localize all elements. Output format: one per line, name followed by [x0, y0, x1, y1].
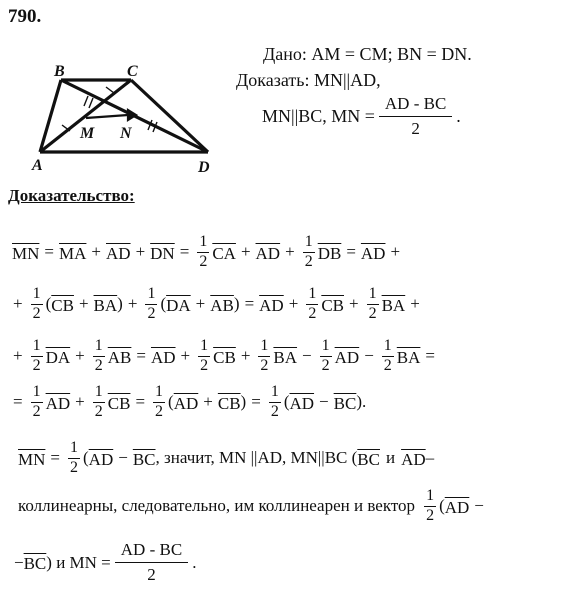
vec-db: $\overline{DB}$ — [317, 243, 342, 263]
equation-line-2: + $\frac{1}{2}$ ( $\overline{CB}$ + $\overline{BA}$ ) + $\frac{1}{2}$ ( $\overline{DA}$ + $\overline{AB}$ ) = $\overline{AD}$ + $\frac{1}{2}$ $\overline{CB}$ + $\frac{1}{2}$ $\overline{BA}$ + — [13, 285, 420, 322]
fraction-half: $\frac{1}{2}$ — [368, 285, 377, 322]
given-line-3-end: . — [456, 106, 461, 127]
vec-ad: $\overline{AD}$ — [106, 243, 131, 263]
vec-ad: $\overline{AD}$ — [173, 393, 199, 413]
fraction-half: $\frac{1}{2}$ — [32, 383, 41, 420]
vec-bc: $\overline{BC}$ — [333, 393, 357, 413]
vec-ab: $\overline{AB}$ — [107, 347, 132, 367]
given-line-3 — [262, 94, 461, 140]
vec-bc: $\overline{BC}$ — [23, 554, 47, 574]
final-frac-den: 2 — [147, 565, 156, 585]
vec-cb: $\overline{CB}$ — [321, 295, 344, 315]
vec-dn: $\overline{DN}$ — [150, 243, 175, 263]
fraction-half: $\frac{1}{2}$ — [304, 233, 313, 270]
vec-cb: $\overline{CB}$ — [217, 393, 241, 413]
vec-da: $\overline{DA}$ — [45, 347, 71, 367]
given-fraction — [379, 94, 452, 140]
fraction-half: $\frac{1}{2}$ — [383, 337, 392, 374]
vec-cb: $\overline{CB}$ — [107, 393, 131, 413]
given-line-2: Доказать: MN||AD, — [236, 70, 381, 90]
side-ab — [40, 80, 61, 152]
vec-cb: $\overline{CB}$ — [51, 295, 74, 315]
given-line-3-left: MN||BC, MN = — [262, 106, 375, 127]
label-c: C — [127, 63, 138, 80]
fraction-half: $\frac{1}{2}$ — [147, 285, 156, 322]
fraction-half: $\frac{1}{2}$ — [260, 337, 269, 374]
segment-mn — [86, 115, 128, 118]
fraction-half: $\frac{1}{2}$ — [200, 337, 209, 374]
conclusion-text-1: , значит, MN ||AD, MN||BC ( — [155, 448, 358, 468]
fraction-half: $\frac{1}{2}$ — [308, 285, 317, 322]
vec-ad: $\overline{AD}$ — [289, 393, 315, 413]
vec-ad: $\overline{AD}$ — [45, 393, 71, 413]
label-b: B — [54, 63, 65, 80]
final-frac-num: AD - BC — [115, 540, 188, 563]
vec-mn: $\overline{MN}$ — [12, 243, 40, 263]
fraction-half: $\frac{1}{2}$ — [32, 285, 41, 322]
given-frac-den: 2 — [411, 119, 420, 139]
given-line-1: Дано: AM = CM; BN = DN. — [263, 44, 472, 64]
equation-line-1: $\overline{MN}$ = $\overline{MA}$ + $\overline{AD}$ + $\overline{DN}$ = $\frac{1}{2}$ $\overline{CA}$ + $\overline{AD}$ + $\frac{1}{2}$ $\overline{DB}$ = $\overline{AD}$ + — [12, 233, 401, 270]
conclusion-text-3: ) и MN = — [46, 552, 111, 572]
vec-ad: $\overline{AD}$ — [88, 449, 114, 469]
vec-ab: $\overline{AB}$ — [210, 295, 234, 315]
fraction-half: $\frac{1}{2}$ — [94, 383, 103, 420]
vec-ad: $\overline{AD}$ — [444, 497, 470, 517]
vec-ad: $\overline{AD}$ — [401, 449, 426, 469]
vec-ad: $\overline{AD}$ — [150, 347, 176, 367]
given-frac-num: AD - BC — [379, 94, 452, 117]
fraction-half: $\frac{1}{2}$ — [94, 337, 103, 374]
fraction-half: $\frac{1}{2}$ — [270, 383, 279, 420]
fraction-half: $\frac{1}{2}$ — [426, 487, 435, 524]
fraction-half: $\frac{1}{2}$ — [32, 337, 41, 374]
trapezoid-figure — [28, 60, 228, 180]
equation-line-3: + $\frac{1}{2}$ $\overline{DA}$ + $\frac{1}{2}$ $\overline{AB}$ = $\overline{AD}$ + $\frac{1}{2}$ $\overline{CB}$ + $\frac{1}{2}$ $\overline{BA}$ − $\frac{1}{2}$ $\overline{AD}$ − $\frac{1}{2}$ $\overline{BA}$ = — [13, 337, 435, 374]
vec-ad: $\overline{AD}$ — [360, 243, 386, 263]
vec-bc: $\overline{BC}$ — [357, 449, 380, 469]
label-d: D — [198, 159, 210, 176]
fraction-half: $\frac{1}{2}$ — [321, 337, 330, 374]
arrow-head — [128, 110, 136, 120]
label-a: A — [32, 157, 43, 174]
label-n: N — [120, 125, 132, 142]
problem-number: 790. — [8, 6, 42, 27]
fraction-half: $\frac{1}{2}$ — [155, 383, 164, 420]
fraction-half: $\frac{1}{2}$ — [70, 439, 78, 476]
vec-ad: $\overline{AD}$ — [259, 295, 284, 315]
side-cd — [131, 80, 208, 152]
proof-heading: Доказательство: — [8, 186, 135, 205]
conclusion-line-1: $\overline{MN}$ = $\frac{1}{2}$ ( $\overline{AD}$ − $\overline{BC}$ , значит, MN ||AD, MN||BC ( $\overline{BC}$ и $\overline{AD}$ – — [18, 439, 435, 476]
conclusion-line-3: − $\overline{BC}$ ) и MN = $\frac{AD - BC}{2}$ . — [14, 540, 197, 585]
vec-cb: $\overline{CB}$ — [213, 347, 236, 367]
fraction-half: $\frac{1}{2}$ — [199, 233, 208, 270]
vec-mn: $\overline{MN}$ — [18, 449, 46, 469]
vec-bc: $\overline{BC}$ — [132, 449, 156, 469]
vec-ba: $\overline{BA}$ — [396, 347, 421, 367]
vec-ad: $\overline{AD}$ — [255, 243, 281, 263]
equation-line-4: = $\frac{1}{2}$ $\overline{AD}$ + $\frac{1}{2}$ $\overline{CB}$ = $\frac{1}{2}$ ( $\overline{AD}$ + $\overline{CB}$ ) = $\frac{1}{2}$ ( $\overline{AD}$ − $\overline{BC}$ ). — [13, 383, 367, 420]
final-period: . — [192, 552, 197, 572]
vec-ba: $\overline{BA}$ — [93, 295, 118, 315]
conclusion-and: и — [385, 448, 396, 468]
vec-ad: $\overline{AD}$ — [334, 347, 360, 367]
conclusion-line-2: коллинеарны, следовательно, им коллинеарен и вектор $\frac{1}{2}$ ( $\overline{AD}$ − — [18, 487, 484, 524]
vec-ma: $\overline{MA}$ — [59, 243, 87, 263]
vec-ca: $\overline{CA}$ — [212, 243, 236, 263]
vec-da: $\overline{DA}$ — [166, 295, 191, 315]
conclusion-text-2: коллинеарны, следовательно, им коллинеарен и вектор — [18, 496, 416, 516]
vec-ba: $\overline{BA}$ — [273, 347, 298, 367]
vec-ba: $\overline{BA}$ — [381, 295, 406, 315]
final-fraction — [115, 540, 188, 586]
label-m: M — [80, 125, 95, 142]
